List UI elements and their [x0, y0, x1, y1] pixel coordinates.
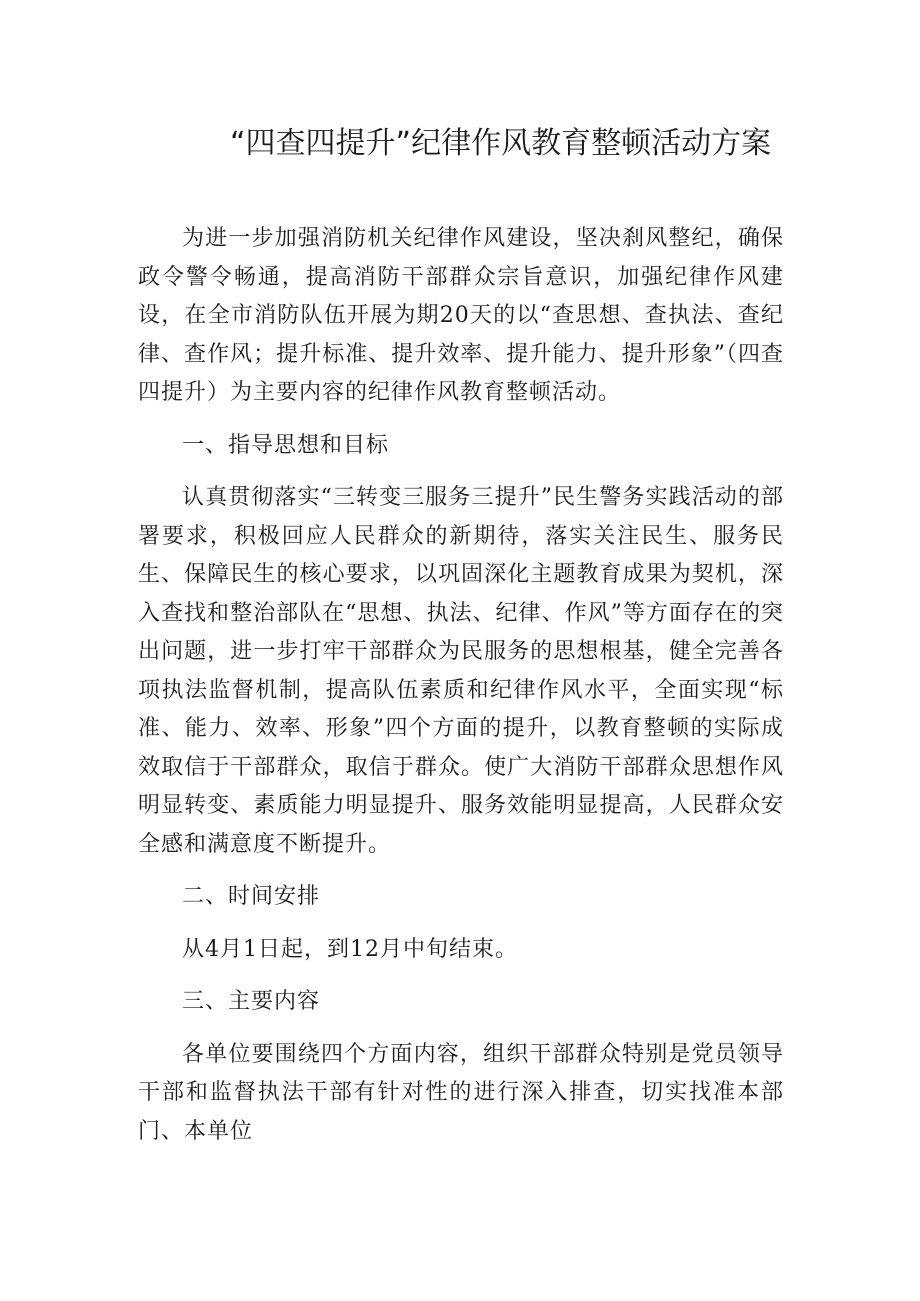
section-heading-guiding-thought: 一、指导思想和目标	[182, 432, 390, 458]
section-heading-main-content: 三、主要内容	[182, 989, 321, 1014]
section-text-guiding-thought: 认真贯彻落实“三转变三服务三提升”民生警务实践活动的部署要求，积极回应人民群众的新期待，落实关注民生、服务民生、保障民生的核心要求，以巩固深化主题教育成果为契机，深入查找和整治部队在“思想、执法、纪律、作风”等方面存在的突出问题，进一步打牢干部群众为民服务的思想根基，健全完善各项执法监督机制，提高队伍素质和纪律作风水平，全面实现“标准、能力、效率、形象”四个方面的提升，以教育整顿的实际成效取信于干部群众，取信于群众。使广大消防干部群众思想作风明显转变、素质能力明显提升、服务效能明显提高，人民群众安全感和满意度不断提升。	[138, 485, 784, 857]
document-title: “四查四提升”纪律作风教育整顿活动方案	[230, 126, 772, 161]
section-text-main-content: 各单位要围绕四个方面内容，组织干部群众特别是党员领导干部和监督执法干部有针对性的进行深入排查，切实找准本部门、本单位	[138, 1041, 784, 1144]
section-heading-schedule: 二、时间安排	[182, 884, 321, 909]
section-text-schedule: 从4月1日起，到12月中旬结束。	[182, 936, 518, 962]
document-body	[138, 220, 784, 1151]
intro-paragraph: 为进一步加强消防机关纪律作风建设，坚决刹风整纪，确保政令警令畅通，提高消防干部群众宗旨意识，加强纪律作风建设，在全市消防队伍开展为期20天的以“查思想、查执法、查纪律、查作风；提升标准、提升效率、提升能力、提升形象”（四查四提升）为主要内容的纪律作风教育整顿活动。	[138, 226, 784, 405]
